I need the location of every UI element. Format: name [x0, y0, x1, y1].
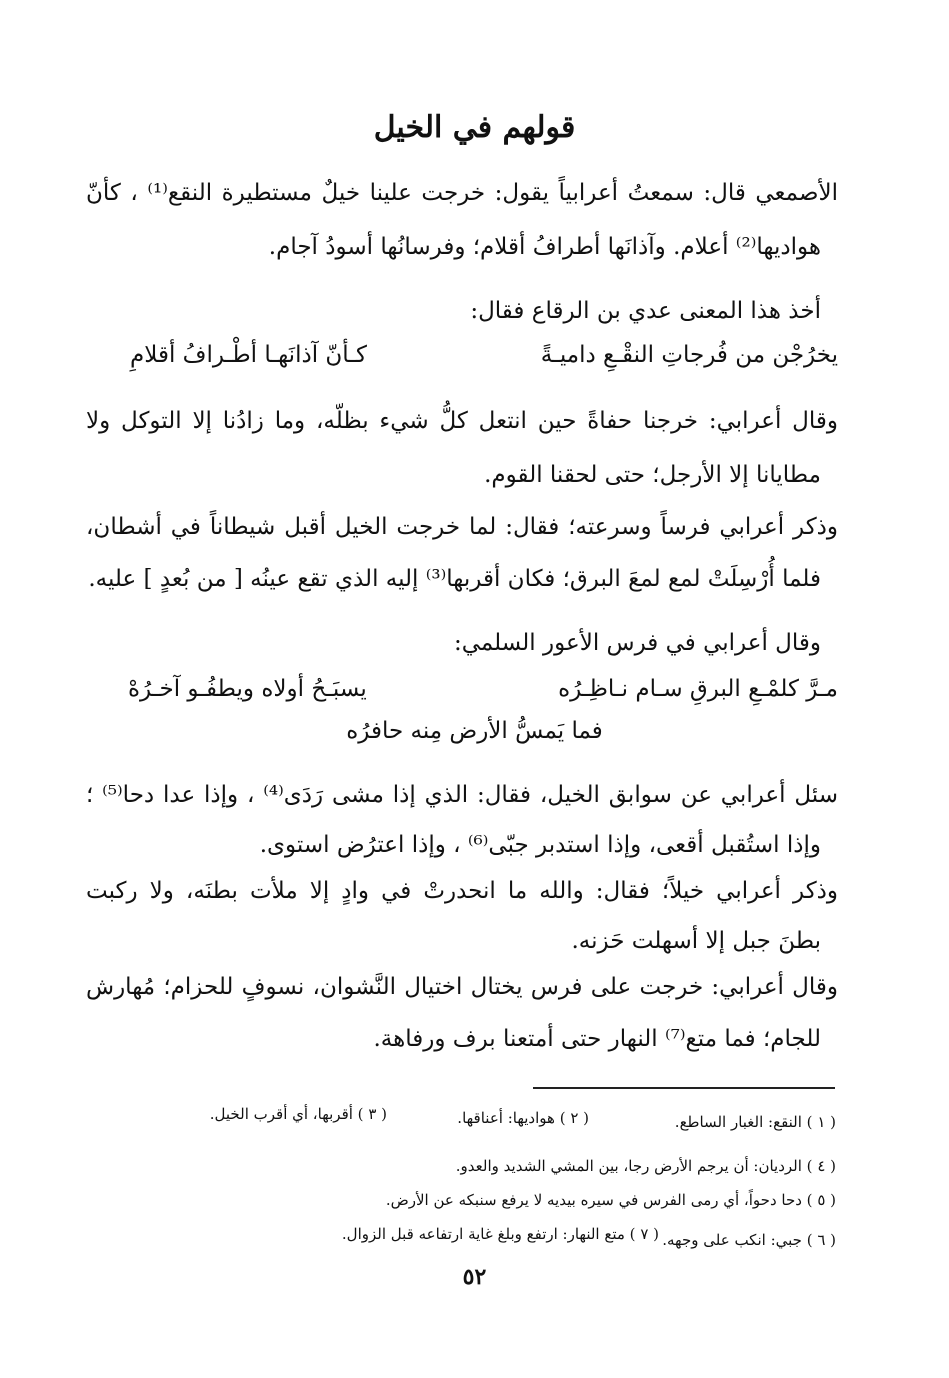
verse-second-hemistich: يسبَـحُ أولاه ويطفُـو آخـرُهْ [128, 676, 367, 702]
text-line: بطنَ جبل إلا أسهلت حَزنه. [571, 928, 821, 954]
text-line: هواديها⁽²⁾ أعلام. وآذانَها أطرافُ أقلام؛ وفرسانُها أسودُ آجام. [268, 234, 821, 260]
page-title: قولهم في الخيل [373, 110, 576, 145]
verse-first-hemistich: مـرَّ كلمْـعِ البرقِ سـام نـاظِـرُه [558, 676, 838, 702]
text-line: الأصمعي قال: سمعتُ أعرابياً يقول: خرجت علينا خيلٌ مستطيرة النقع⁽¹⁾ ، كأنّ [86, 180, 838, 206]
text-line: وذكر أعرابي خيلاً؛ فقال: والله ما انحدرتْ في وادٍ إلا ملأت بطنَه، ولا ركبت [86, 878, 838, 904]
footnote: ( ٥ ) دحا دحواً، أي رمى الفرس في سيره بيديه لا يرفع سنبكه عن الأرض. [385, 1191, 836, 1209]
text-line: وقال أعرابي: خرجنا حفاةً حين انتعل كلُّ شيء بظلّه، وما زادُنا إلا التوكل ولا [86, 408, 838, 434]
verse-line [128, 674, 838, 704]
text-line: وقال أعرابي في فرس الأعور السلمي: [453, 630, 821, 656]
footnote: ( ٤ ) الرديان: أن يرجم الأرض رجا، بين المشي الشديد والعدو. [455, 1157, 836, 1175]
text-line: مطايانا إلا الأرجل؛ حتى لحقنا القوم. [484, 462, 821, 488]
verse-line-centered: فما يَمسُّ الأرض مِنه حافرُه [346, 718, 603, 744]
text-line: سئل أعرابي عن سوابق الخيل، فقال: الذي إذا مشى رَدَى⁽⁴⁾ ، وإذا عدا دحا⁽⁵⁾ ؛ [86, 782, 838, 808]
text-line: أخذ هذا المعنى عدي بن الرقاع فقال: [470, 298, 821, 324]
footnote: ( ٦ ) جبي: انكب على وجهه. [662, 1231, 836, 1249]
page-number: ٥٢ [462, 1264, 487, 1290]
text-line: وإذا استُقبل أقعى، وإذا استدبر جبّى⁽⁶⁾ ، وإذا اعترُض استوى. [259, 832, 821, 858]
verse-second-hemistich: كـأنّ آذانَهـا أطْـرافُ أقلامِ [130, 342, 367, 368]
verse-first-hemistich: يخرُجْن من فُرجاتِ النقْـعِ داميـةً [540, 342, 838, 368]
footnote: ( ٧ ) متع النهار: ارتفع وبلغ غاية ارتفاعه قبل الزوال. [341, 1225, 659, 1243]
footnote-separator [533, 1087, 835, 1089]
footnote: ( ١ ) النقع: الغبار الساطع. [674, 1113, 836, 1131]
footnote: ( ٣ ) أقربها، أي أقرب الخيل. [209, 1105, 387, 1123]
footnote: ( ٢ ) هواديها: أعناقها. [457, 1109, 589, 1127]
text-line: وذكر أعرابي فرساً وسرعته؛ فقال: لما خرجت الخيل أقبل شيطاناً في أشطان، [86, 514, 838, 540]
verse-line [130, 340, 838, 370]
text-line: للجام؛ فما متع⁽⁷⁾ النهار حتى أمتعنا برف ورفاهة. [373, 1026, 821, 1052]
text-line: وقال أعرابي: خرجت على فرس يختال اختيال النَّشوان، نسوفٍ للحزام؛ مُهارش [86, 974, 838, 1000]
text-line: فلما أُرْسِلَتْ لمع لمعَ البرق؛ فكان أقربها⁽³⁾ إليه الذي تقع عينُه [ من بُعدٍ ] عليه. [88, 566, 821, 592]
